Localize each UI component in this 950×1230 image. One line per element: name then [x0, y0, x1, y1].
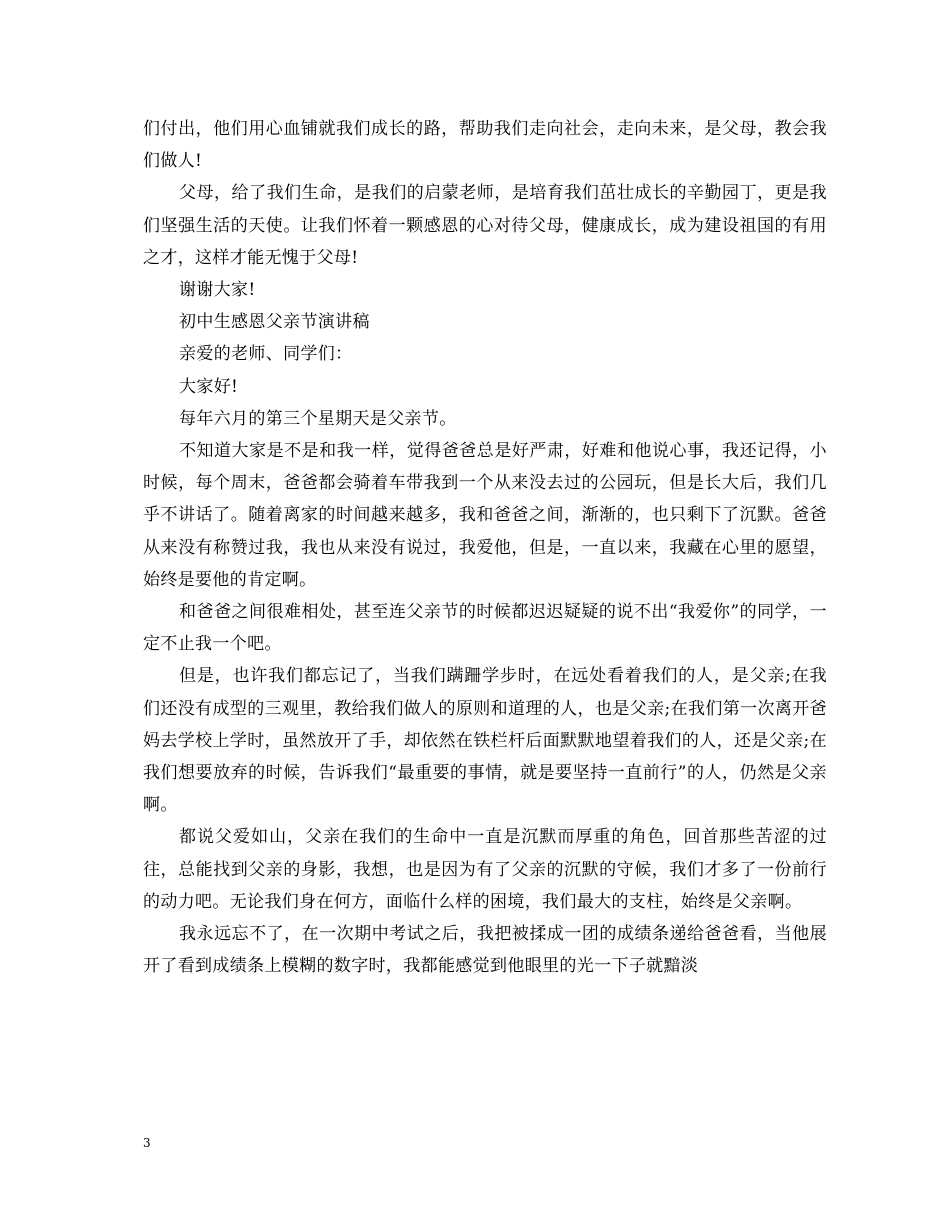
- paragraph: 不知道大家是不是和我一样，觉得爸爸总是好严肃，好难和他说心事，我还记得，小时候，每个周末，爸爸都会骑着车带我到一个从来没去过的公园玩，但是长大后，我们几乎不讲话了。随着离家的时间越来越多，我和爸爸之间，渐渐的，也只剩下了沉默。爸爸从来没有称赞过我，我也从来没有说过，我爱他，但是，一直以来，我藏在心里的愿望，始终是要他的肯定啊。: [143, 441, 827, 590]
- salutation: 亲爱的老师、同学们：: [179, 344, 353, 365]
- paragraph: 和爸爸之间很难相处，甚至连父亲节的时候都迟迟疑疑的说不出“我爱你”的同学，一定不止我一个吧。: [143, 602, 827, 655]
- paragraph: 每年六月的第三个星期天是父亲节。: [179, 408, 457, 429]
- paragraph-continuation: 们付出，他们用心血铺就我们成长的路，帮助我们走向社会，走向未来，是父母，教会我们做人!: [143, 119, 827, 172]
- section-title: 初中生感恩父亲节演讲稿: [179, 312, 370, 333]
- paragraph: 谢谢大家!: [179, 280, 256, 301]
- paragraph: 都说父爱如山，父亲在我们的生命中一直是沉默而厚重的角色，回首那些苦涩的过往，总能找到父亲的身影，我想，也是因为有了父亲的沉默的守候，我们才多了一份前行的动力吧。无论我们身在何方，面临什么样的困境，我们最大的支柱，始终是父亲啊。: [143, 827, 827, 912]
- paragraph: 我永远忘不了，在一次期中考试之后，我把被揉成一团的成绩条递给爸爸看，当他展开了看到成绩条上模糊的数字时，我都能感觉到他眼里的光一下子就黯淡: [143, 924, 827, 977]
- greeting: 大家好!: [179, 376, 239, 397]
- page-number: 3: [143, 1136, 151, 1150]
- paragraph: 但是，也许我们都忘记了，当我们蹒跚学步时，在远处看着我们的人，是父亲;在我们还没有成型的三观里，教给我们做人的原则和道理的人，也是父亲;在我们第一次离开爸妈去学校上学时，虽然放开了手，却依然在铁栏杆后面默默地望着我们的人，还是父亲;在我们想要放弃的时候，告诉我们“最重要的事情，就是要坚持一直前行”的人，仍然是父亲啊。: [143, 666, 827, 816]
- paragraph: 父母，给了我们生命，是我们的启蒙老师，是培育我们茁壮成长的辛勤园丁，更是我们坚强生活的天使。让我们怀着一颗感恩的心对待父母，健康成长，成为建设祖国的有用之才，这样才能无愧于父母!: [143, 183, 827, 268]
- body-text: [143, 113, 827, 982]
